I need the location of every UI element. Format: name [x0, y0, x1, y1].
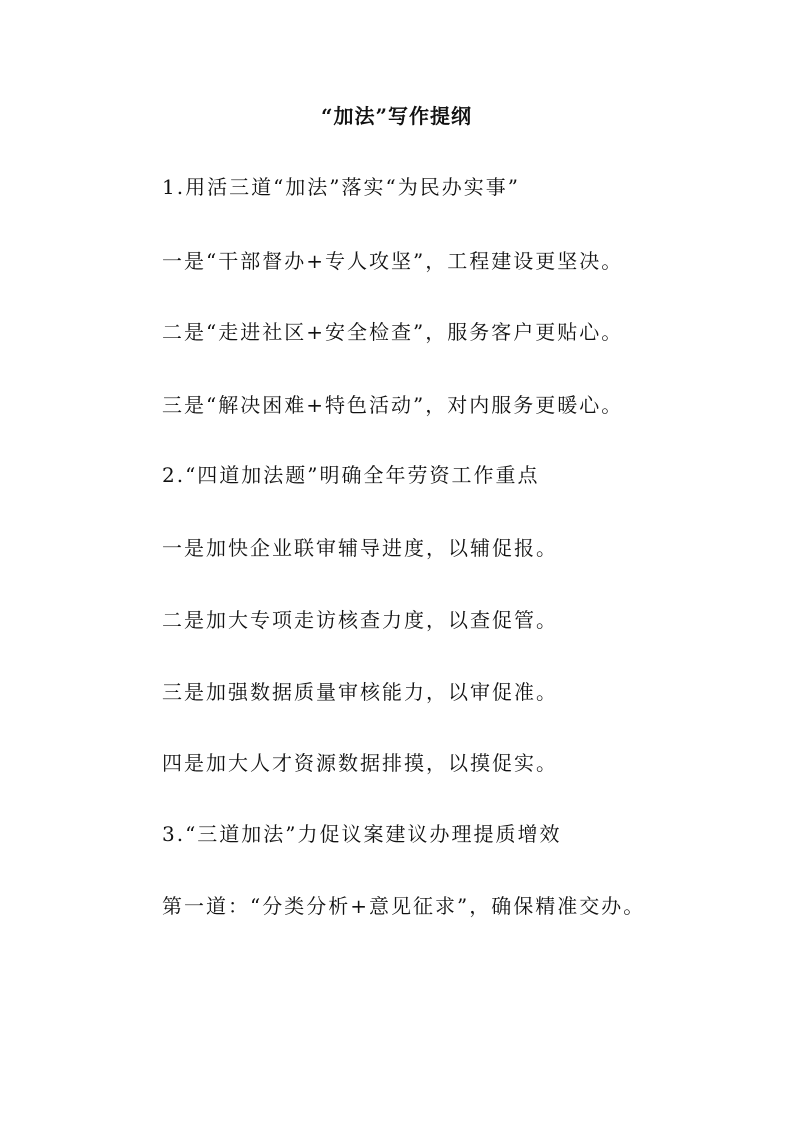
paragraph-2-3: 三是加强数据质量审核能力，以审促准。: [162, 680, 558, 704]
paragraph-2-2: 二是加大专项走访核查力度，以查促管。: [162, 608, 558, 632]
paragraph-1-2: 二是“走进社区+安全检查”，服务客户更贴心。: [162, 320, 624, 344]
paragraph-3-1: 第一道：“分类分析+意见征求”，确保精准交办。: [162, 894, 646, 918]
paragraph-2-1: 一是加快企业联审辅导进度，以辅促报。: [162, 536, 558, 560]
document-title: “加法”写作提纲: [320, 104, 472, 128]
paragraph-2-4: 四是加大人才资源数据排摸，以摸促实。: [162, 751, 558, 775]
heading-3: 3.“三道加法”力促议案建议办理提质增效: [162, 822, 562, 846]
paragraph-1-1: 一是“干部督办+专人攻坚”，工程建设更坚决。: [162, 249, 624, 273]
heading-2: 2.“四道加法题”明确全年劳资工作重点: [162, 463, 540, 487]
paragraph-1-3: 三是“解决困难+特色活动”，对内服务更暖心。: [162, 393, 624, 417]
heading-1: 1.用活三道“加法”落实“为民办实事”: [162, 175, 520, 199]
